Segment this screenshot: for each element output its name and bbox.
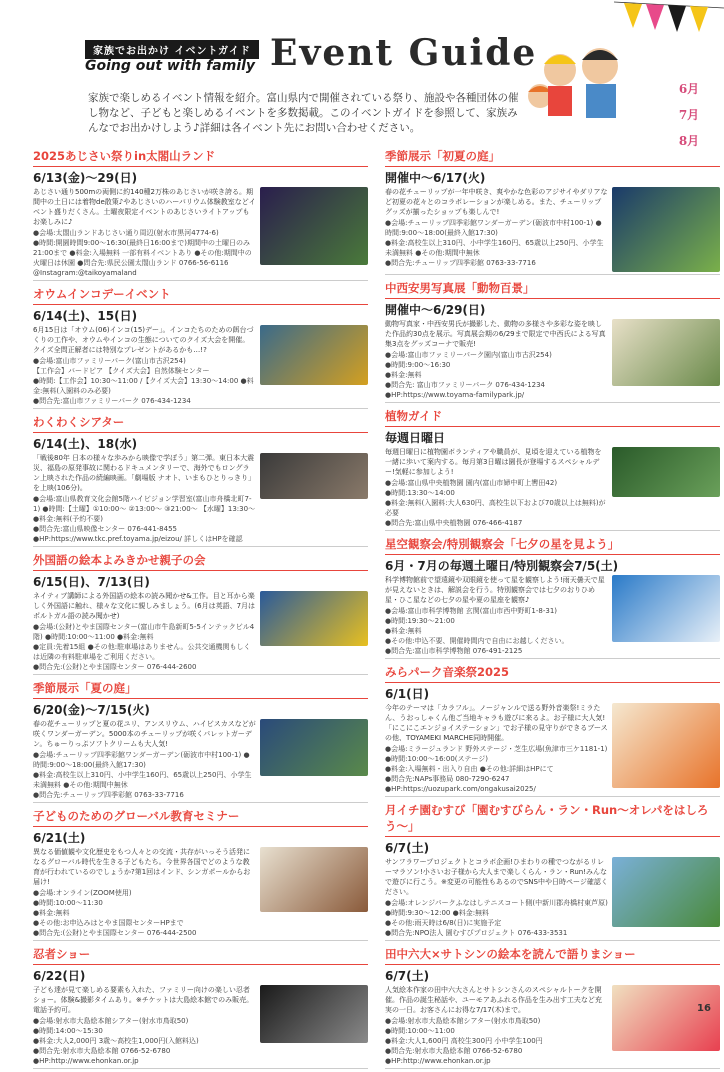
event-info-line: ●問合先:(公財)とやま国際センター 076-444-2500 (33, 929, 197, 937)
event-item (33, 678, 368, 803)
bunting-decoration (614, 0, 724, 40)
event-info-line: ●問合先:富山県映像センター 076-441-8455 ●HP:https://www.tkc.pref.toyama.jp/eizou/ 詳しくはHPを確認 (33, 525, 243, 543)
event-description: 人気絵本作家の田中六大さんとサトシンさんのスペシャルトークを開催。作品の誕生秘話や、ユーモアあふれる作品を生み出す工夫など充実の一日。お客さんにお得な7/17(木)まで。 (385, 986, 602, 1014)
event-title: 季節展示「夏の庭」 (33, 678, 368, 699)
event-info-line: ●問合先:富山市科学博物館 076-491-2125 (385, 647, 523, 655)
event-info-line: ●料金:高校生以上310円、小中学生160円、65歳以上250円、小学生未満無料 ●その他:期間中無休 (33, 771, 252, 789)
event-date: 6/21(土) (33, 831, 86, 845)
event-photo (612, 447, 720, 497)
event-info-line: ●時間:19:30〜21:00 (385, 617, 455, 625)
event-photo (612, 319, 720, 386)
event-item (385, 406, 720, 531)
event-photo (612, 575, 720, 642)
event-description: サンフラワープロジェクトとコラボ企画!ひまわりの種でつながるリレーマラソン!小さいお子様から大人まで楽しくらん・ラン・Run!みんなで遊びに行こう。※変更の可能性もあるのでSNS中や日時ページ確認ください。 (385, 858, 608, 896)
event-info-line: ●会場:富山市ファミリーパーク(富山市古沢254) (33, 357, 186, 365)
event-date: 6/22(日) (33, 969, 86, 983)
event-info-line: ●会場:富山市ファミリーパーク園内(富山市古沢254) (385, 351, 552, 359)
event-date: 6/14(土)、18(水) (33, 437, 138, 451)
event-description: 今年のテーマは「カラフル」。ノージャンルで送る野外音楽祭!ミラたん、うおっしゃくん他ご当地キャラも遊びに来るよ。お子様に大人気!「にこにこエンジョイステーション」でお子様の見守りができるブースの他、TOYAMEKI MARCHE同時開催。 (385, 704, 608, 742)
event-info-line: ●料金:無料 (33, 909, 70, 917)
event-info-line: ●時間:10:00〜11:30 (33, 899, 103, 907)
event-info-line: ●問合先: 富山市ファミリーパーク 076-434-1234 (385, 381, 546, 389)
event-description: 異なる価値観や文化歴史をもつ人々との交流・共存がいっそう活発になるグローバル時代を生きる子どもたち。今世界各国でどのような教育が行われているのでしょうか?第1回はインド、シンガポールからお届け! (33, 848, 251, 886)
page-title: Event Guide (270, 32, 538, 74)
intro-text: 家族で楽しめるイベント情報を紹介。富山県内で開催されている祭り、施設や各種団体の催し物など、子どもと楽しめるイベントを多数掲載。このイベントガイドを参照して、家族みんなでお出かけしよう♪詳細は各イベント先にお問い合わせください。 (88, 92, 519, 134)
event-description: 春の花チューリップが一年中咲き、爽やかな色彩のアジサイやダリアなど初夏の花々とのコラボレーションが楽しめる。また、チューリップグッズが揃ったショップも楽しんで! (385, 188, 608, 216)
event-item (33, 146, 368, 281)
event-date: 6/20(金)〜7/15(火) (33, 703, 150, 717)
month-label: 6月 (678, 82, 700, 96)
event-info-line: ●問合先:チューリップ四季彩館 0763-33-7716 (33, 791, 184, 799)
event-info-line: ●HP:https://www.toyama-familypark.jp/ (385, 391, 525, 399)
event-description: 科学博物館前で望遠鏡や双眼鏡を使って星を観察しよう!雨天曇天で星が見えないときは、解説会を行う。特別観察会では七夕のおりひめ星・ひこ星などの七夕の星や夏の星座を観察♪ (385, 576, 605, 604)
event-photo (260, 985, 368, 1043)
event-info-line: ●時間:【工作会】10:30〜11:00 /【クイズ大会】13:30〜14:00 ●料金:無料(入園料のみ必要) (33, 377, 254, 395)
event-title: 植物ガイド (385, 406, 720, 427)
page-number: 16 (697, 1003, 711, 1014)
event-item (385, 146, 720, 275)
event-info-line: ●会場:太閤山ランドあじさい通り周辺(射水市黒河4774-6) (33, 229, 219, 237)
event-date: 6/7(土) (385, 969, 430, 983)
event-info-line: ●会場:オンライン(ZOOM使用) (33, 889, 132, 897)
event-info-line: ●問合先:富山市ファミリーパーク 076-434-1234 (33, 397, 191, 405)
right-column (385, 146, 720, 1072)
event-description: 「戦後80年 日本の様々な歩みから映像で学ぼう」第二弾。東日本大震災、福島の原発事故に関わるドキュメンタリーで、海外でもロングラン上映された作品の続編映画。「劇場版 ナオト、いまもひとりっきり」を上映(106分)。 (33, 454, 255, 492)
event-photo (260, 453, 368, 499)
event-photo (612, 703, 720, 788)
month-label: 7月 (678, 108, 700, 122)
event-item (33, 944, 368, 1069)
event-info-line: ●問合先:射水市大島絵本館 0766-52-6780 (385, 1047, 523, 1055)
event-description: 子ども達が見て楽しめる要素も入れた、ファミリー向けの楽しい忍者ショー。体験&撮影タイムあり。※チケットは大島絵本館でのみ販売。電話予約可。 (33, 986, 254, 1014)
event-info-line: ●HP:https://uozupark.com/ongakusai2025/ (385, 785, 536, 793)
event-info-line: ●会場:富山県中央植物園 園内(富山市婦中町上轡田42) (385, 479, 558, 487)
event-item (385, 662, 720, 797)
event-photo (612, 985, 720, 1051)
event-info-line: ●時間:開園時間9:00〜16:30(最終日16:00まで)期間中の土曜日のみ21:00まで ●料金:入場無料 一部有料イベントあり ●その他:期間中の火曜日は休園 ●問合先:県民公園太閤山ランド 0766-56-6116 @Instagram:@taikoyamaland (33, 239, 252, 277)
event-photo (260, 325, 368, 385)
event-info-line: ●会場:射水市大島絵本館シアター(射水市鳥取50) (33, 1017, 189, 1025)
event-info-line: ●その他:雨天時は6/8(日)に実施予定 (385, 919, 502, 927)
event-photo (260, 847, 368, 912)
event-item (385, 534, 720, 659)
event-info-line: ●料金:大人2,000円 3歳〜高校生1,000円(入館料込) (33, 1037, 199, 1045)
header-subtitle: Going out with family (85, 58, 256, 74)
header (0, 0, 724, 150)
event-date: 6/14(土)、15(日) (33, 309, 138, 323)
event-info-line: ●HP:http://www.ehonkan.or.jp (33, 1057, 139, 1065)
event-title: 星空観察会/特別観察会「七夕の星を見よう」 (385, 534, 720, 555)
event-info-line: ●時間:13:30〜14:00 (385, 489, 455, 497)
event-description: 6月15日は「オウム(06)インコ(15)デー」。インコたちのための餌台づくりの工作や、オウムやインコの生態についてのクイズ大会を開催。クイズ全問正解者には特別なプレゼントがあるかも…!? (33, 326, 254, 354)
event-title: みらパーク音楽祭2025 (385, 662, 720, 683)
event-info-line: ●時間:14:00〜15:30 (33, 1027, 103, 1035)
event-info-line: ●料金:無料 (385, 627, 422, 635)
event-item (385, 278, 720, 403)
event-photo (260, 187, 368, 265)
event-date: 毎週日曜日 (385, 431, 446, 445)
event-title: 月イチ園むすび「園むすびらん・ラン・Run〜オレパをはしろう〜」 (385, 800, 720, 837)
event-info-line: ●問合先:NAPs事務局 080-7290-6247 (385, 775, 510, 783)
event-photo (612, 187, 720, 272)
event-title: 中西安男写真展「動物百景」 (385, 278, 720, 299)
event-item (385, 800, 720, 941)
event-info-line: ●会場:オレンジパークふなはしテニスコート側(中新川郡舟橋村東芦原) (385, 899, 608, 907)
event-title: わくわくシアター (33, 412, 368, 433)
event-info-line: ●会場:富山県教育文化会館5階ハイビジョン学習室(富山市舟橋北町7-1) ●時間:【土曜】①10:00〜 ②13:00〜 ③21:00〜 【水曜】13:30〜 ●料金:無料(予約不要) (33, 495, 256, 523)
event-info-line: ●その他:お申込みはとやま国際センターHPまで (33, 919, 184, 927)
event-date: 6/15(日)、7/13(日) (33, 575, 150, 589)
event-info-line: ●問合先:(公財)とやま国際センター 076-444-2600 (33, 663, 197, 671)
event-item (33, 806, 368, 941)
event-info-line: ●問合先:富山県中央植物園 076-466-4187 (385, 519, 523, 527)
event-description: 動物写真家・中西安男氏が撮影した、動物の多様さや多彩な姿を映した作品約30点を展示。写真展会期の6/29まで限定で中西氏による写真集3点をグッズコーナで販売! (385, 320, 606, 348)
event-item (33, 412, 368, 547)
event-info-line: ●問合先:チューリップ四季彩館 0763-33-7716 (385, 259, 536, 267)
event-info-line: ●会場:富山市科学博物館 玄関(富山市西中野町1-8-31) (385, 607, 558, 615)
event-date: 開催中〜6/29(日) (385, 303, 486, 317)
event-date: 6月・7月の毎週土曜日/特別観察会7/5(土) (385, 559, 619, 573)
event-title: 忍者ショー (33, 944, 368, 965)
event-title: オウムインコデーイベント (33, 284, 368, 305)
event-info-line: ●時間:9:30〜12:00 ●料金:無料 (385, 909, 490, 917)
event-title: 田中六大×サトシンの絵本を読んで語りまショー (385, 944, 720, 965)
event-info-line: ●会場:チューリップ四季彩館ワンダーガーデン(砺波市中村100-1) ●時間:9:00〜18:00(最終入館17:30) (33, 751, 250, 769)
event-info-line: ●HP:http://www.ehonkan.or.jp (385, 1057, 491, 1065)
event-info-line: ●料金:高校生以上310円、小中学生160円、65歳以上250円、小学生未満無料 ●その他:期間中無休 (385, 239, 604, 257)
event-info-line: ●定員:先着15組 ●その他:駐車場はありません。公共交通機関もしくは近隣の有料駐車場をご利用ください。 (33, 643, 251, 661)
event-title: 季節展示「初夏の庭」 (385, 146, 720, 167)
left-column (33, 146, 368, 1072)
event-info-line: ●問合先:射水市大島絵本館 0766-52-6780 (33, 1047, 171, 1055)
event-description: 春の花チューリップと夏の花ユリ、アンスリウム、ハイビスカスなどが咲くワンダーガーデン。5000本のチューリップが咲くパレットガーデン。ちゅーりっぷソフトクリームも大人気! (33, 720, 256, 748)
event-info-line: ●料金:大人1,600円 高校生300円 小中学生100円 (385, 1037, 543, 1045)
event-info-line: 【工作会】バードピア 【クイズ大会】自然体験センター (33, 367, 210, 375)
event-item (33, 550, 368, 675)
event-photo (260, 591, 368, 646)
event-title: 外国語の絵本よみきかせ親子の会 (33, 550, 368, 571)
event-info-line: ●会場:射水市大島絵本館シアター(射水市鳥取50) (385, 1017, 541, 1025)
event-info-line: ●料金:入場無料・出入り自由 ●その他:詳細はHPにて (385, 765, 554, 773)
event-info-line: ●会場:(公財)とやま国際センター(富山市牛島新町5-5インテックビル4階) ●時間:10:00〜11:00 ●料金:無料 (33, 623, 255, 641)
event-date: 6/7(土) (385, 841, 430, 855)
event-item (385, 944, 720, 1069)
event-title: 子どものためのグローバル教育セミナー (33, 806, 368, 827)
event-date: 開催中〜6/17(火) (385, 171, 486, 185)
event-date: 6/13(金)〜29(日) (33, 171, 138, 185)
event-photo (260, 719, 368, 776)
event-date: 6/1(日) (385, 687, 430, 701)
month-label: 8月 (678, 134, 700, 148)
event-info-line: ●時間:10:00〜11:00 (385, 1027, 455, 1035)
event-description: あじさい通り500mの両側に約140種2万株のあじさいが咲き誇る。期間中の土日には着物de散策♪やあじさいのハーバリウム体験教室などイベント盛りだくさん。土曜夜限定イベントのあじさいライトアップもお楽しみに♪ (33, 188, 256, 226)
event-info-line: ●料金:無料 (385, 371, 422, 379)
event-info-line: ●会場:チューリップ四季彩館ワンダーガーデン(砺波市中村100-1) ●時間:9:00〜18:00(最終入館17:30) (385, 219, 602, 237)
family-illustration-icon (520, 40, 650, 120)
event-info-line: ●会場:ミラージュランド 野外ステージ・芝生広場(魚津市三ケ1181-1) ●時間:10:00〜16:00(ステージ) (385, 745, 608, 763)
event-info-line: ●問合先:NPO法人 園むすびプロジェクト 076-433-3531 (385, 929, 568, 937)
event-description: ネイティブ講師による外国語の絵本の読み聞かせ&工作。目と耳から楽しく外国語に触れ、様々な文化に親しみましょう。(6月は英語、7月はポルトガル語の読み聞かせ) (33, 592, 256, 620)
event-info-line: ●時間:9:00〜16:30 (385, 361, 451, 369)
event-photo (612, 857, 720, 927)
event-info-line: ●その他:申込不要、開催時間内で自由にお越しください。 (385, 637, 569, 645)
event-title: 2025あじさい祭りin太閤山ランド (33, 146, 368, 167)
header-tag: 家族でお出かけ イベントガイド (85, 40, 259, 59)
event-info-line: ●料金:無料(入園料:大人630円、高校生以下および70歳以上は無料)が必要 (385, 499, 606, 517)
event-item (33, 284, 368, 409)
event-description: 毎週日曜日に植物園ボランティアや職員が、見頃を迎えている植物を一緒に歩いて案内する。毎月第3日曜は園長が登場するスペシャルデー!気軽に参加しよう! (385, 448, 602, 476)
